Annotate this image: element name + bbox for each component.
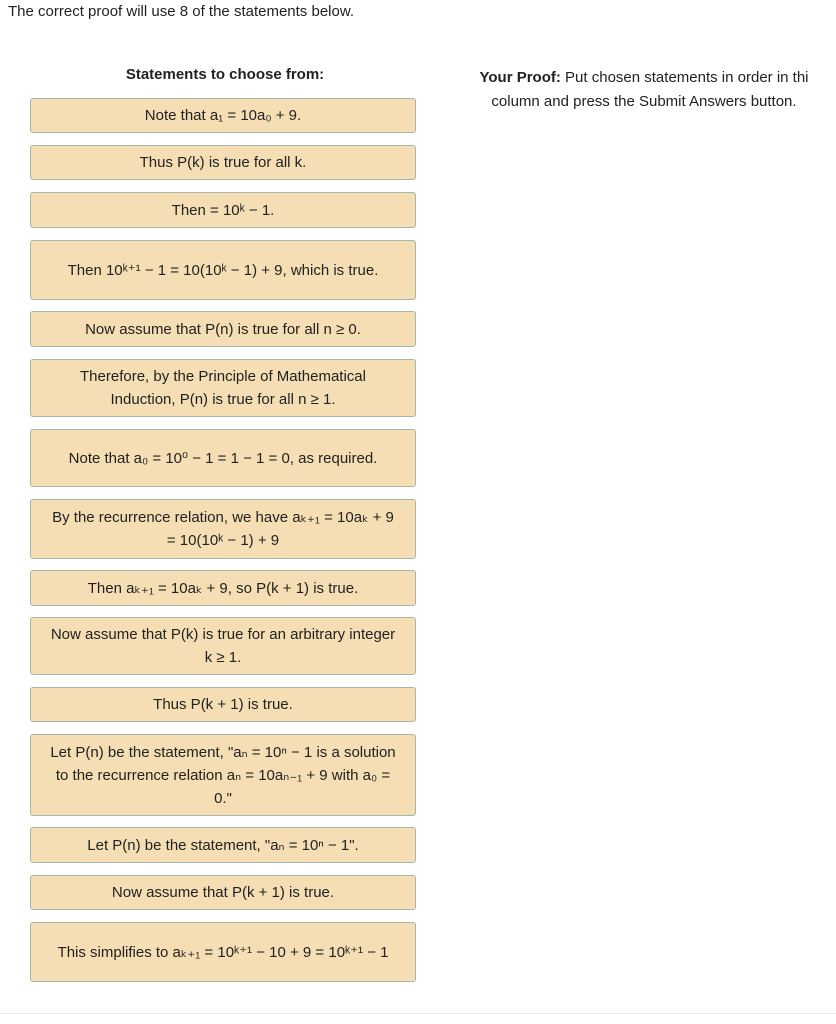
instructions-text: The correct proof will use 8 of the statements below. (8, 3, 355, 20)
statement-card[interactable]: Therefore, by the Principle of Mathematical Induction, P(n) is true for all n ≥ 1. (30, 359, 416, 417)
your-proof-label: Your Proof: Put chosen statements in order in thi (479, 69, 809, 86)
your-proof-heading (452, 66, 836, 114)
statement-card[interactable]: Thus P(k) is true for all k. (30, 145, 416, 180)
statement-card[interactable]: Now assume that P(n) is true for all n ≥ 0. (30, 311, 416, 347)
statement-card[interactable]: Then 10ᵏ⁺¹ − 1 = 10(10ᵏ − 1) + 9, which is true. (30, 240, 416, 300)
statement-card[interactable]: By the recurrence relation, we have aₖ₊₁ = 10aₖ + 9 = 10(10ᵏ − 1) + 9 (30, 499, 416, 559)
statement-card[interactable]: Now assume that P(k) is true for an arbitrary integer k ≥ 1. (30, 617, 416, 675)
bottom-divider (0, 1013, 836, 1014)
statement-card[interactable]: Then = 10ᵏ − 1. (30, 192, 416, 228)
statement-card[interactable]: Thus P(k + 1) is true. (30, 687, 416, 722)
statement-card[interactable]: Then aₖ₊₁ = 10aₖ + 9, so P(k + 1) is true. (30, 570, 416, 606)
statement-card[interactable]: Note that a₁ = 10a₀ + 9. (30, 98, 416, 133)
statement-card[interactable]: Note that a₀ = 10⁰ − 1 = 1 − 1 = 0, as required. (30, 429, 416, 487)
statement-card[interactable]: This simplifies to aₖ₊₁ = 10ᵏ⁺¹ − 10 + 9 = 10ᵏ⁺¹ − 1 (30, 922, 416, 982)
statements-heading: Statements to choose from: (125, 66, 325, 83)
statement-card[interactable]: Let P(n) be the statement, "aₙ = 10ⁿ − 1". (30, 827, 416, 863)
your-proof-instructions: column and press the Submit Answers button. (491, 93, 797, 110)
statement-card[interactable]: Let P(n) be the statement, "aₙ = 10ⁿ − 1 is a solution to the recurrence relation aₙ = 10aₙ₋₁ + 9 with a₀ = 0." (30, 734, 416, 816)
statement-card[interactable]: Now assume that P(k + 1) is true. (30, 875, 416, 910)
